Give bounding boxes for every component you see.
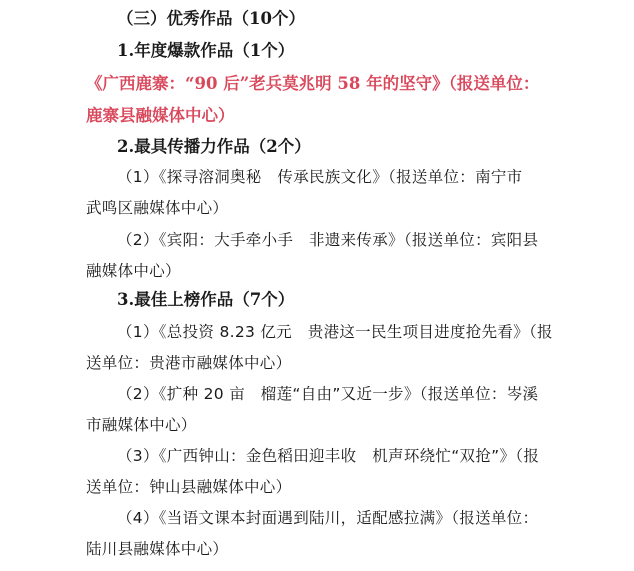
ranked-entry-2-line2: 市融媒体中心） bbox=[86, 416, 197, 434]
section-title: （三）优秀作品（10个） bbox=[117, 9, 305, 28]
ranked-entry-3-line2: 送单位：钟山县融媒体中心） bbox=[86, 478, 292, 496]
category-heading-most-influential: 2.最具传播力作品（2个） bbox=[117, 137, 311, 156]
ranked-entry-3-line1: （3）《广西钟山：金色稻田迎丰收 机声环绕忙“双抢”》（报 bbox=[117, 447, 540, 465]
influential-entry-1-line2: 武鸣区融媒体中心） bbox=[86, 199, 229, 217]
ranked-entry-4-line1: （4）《当语文课本封面遇到陆川，适配感拉满》（报送单位： bbox=[117, 509, 539, 527]
ranked-entry-1-line2: 送单位：贵港市融媒体中心） bbox=[86, 354, 292, 372]
annual-hit-entry-line1: 《广西鹿寨：“90 后”老兵莫兆明 58 年的坚守》（报送单位： bbox=[86, 74, 540, 93]
annual-hit-entry-line2: 鹿寨县融媒体中心） bbox=[86, 106, 235, 125]
category-heading-best-ranked: 3.最佳上榜作品（7个） bbox=[117, 290, 295, 309]
ranked-entry-1-line1: （1）《总投资 8.23 亿元 贵港这一民生项目进度抢先看》（报 bbox=[117, 323, 553, 341]
ranked-entry-4-line2: 陆川县融媒体中心） bbox=[86, 540, 229, 558]
influential-entry-2-line2: 融媒体中心） bbox=[86, 262, 181, 280]
ranked-entry-2-line1: （2）《扩种 20 亩 榴莲“自由”又近一步》（报送单位：岑溪 bbox=[117, 385, 539, 403]
influential-entry-2-line1: （2）《宾阳：大手牵小手 非遗来传承》（报送单位：宾阳县 bbox=[117, 231, 539, 249]
influential-entry-1-line1: （1）《探寻溶洞奥秘 传承民族文化》（报送单位：南宁市 bbox=[117, 168, 523, 186]
category-heading-annual-hit: 1.年度爆款作品（1个） bbox=[117, 41, 295, 60]
